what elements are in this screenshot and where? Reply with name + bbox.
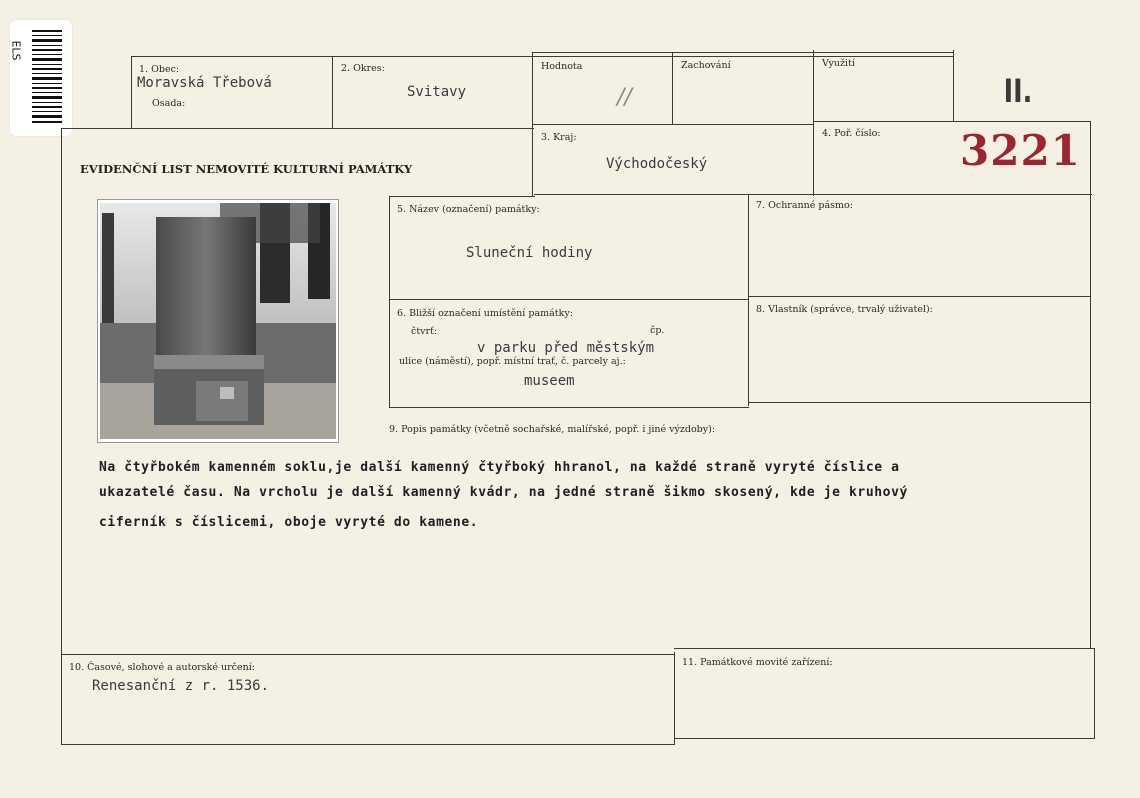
rule xyxy=(61,744,675,745)
barcode-sticker xyxy=(10,20,72,136)
rule xyxy=(131,56,954,57)
form-title: EVIDENČNÍ LIST NEMOVITÉ KULTURNÍ PAMÁTKY xyxy=(80,162,413,176)
rule xyxy=(389,196,535,197)
rule xyxy=(62,128,534,129)
rule xyxy=(389,299,749,300)
obec-label: 1. Obec: xyxy=(139,64,180,75)
monument-photo xyxy=(97,199,339,443)
rule xyxy=(61,654,675,655)
pasmo-label: 7. Ochranné pásmo: xyxy=(756,200,853,211)
rule xyxy=(389,196,390,408)
rule xyxy=(534,194,1092,195)
kraj-value: Východočeský xyxy=(606,156,708,172)
popis-line: ciferník s číslicemi, oboje vyryté do kamene. xyxy=(99,515,479,530)
kraj-label: 3. Kraj: xyxy=(541,132,577,143)
rule xyxy=(1090,121,1091,649)
obec-value: Moravská Třebová xyxy=(137,75,272,91)
rule xyxy=(748,296,1091,297)
popis-label: 9. Popis památky (včetně sochařské, malířské, popř. i jiné výzdoby): xyxy=(389,424,716,435)
rule xyxy=(674,738,1095,739)
osada-label: Osada: xyxy=(152,98,186,109)
zachovani-label: Zachování xyxy=(681,60,731,71)
rule xyxy=(389,407,749,408)
rule xyxy=(532,52,954,53)
rule xyxy=(674,648,1095,649)
umisteni-value-line2: museem xyxy=(524,373,575,389)
cp-label: čp. xyxy=(650,325,665,336)
rule xyxy=(674,652,675,744)
por-cislo-value: 3221 xyxy=(960,126,1081,175)
umisteni-label: 6. Bližší označení umístění památky: xyxy=(397,308,573,319)
nazev-value: Sluneční hodiny xyxy=(466,245,593,261)
okres-value: Svitavy xyxy=(407,84,467,100)
ulice-label: ulice (náměstí), popř. místní trať, č. parcely aj.: xyxy=(399,356,626,367)
rule xyxy=(748,402,1091,403)
rule xyxy=(953,50,954,122)
rule xyxy=(813,121,1091,122)
urceni-value: Renesanční z r. 1536. xyxy=(92,678,270,694)
rule xyxy=(672,52,673,124)
category-mark: II. xyxy=(1003,72,1033,110)
rule xyxy=(813,50,814,196)
barcode xyxy=(32,28,62,128)
rule xyxy=(61,128,62,745)
umisteni-value-line1: v parku před městským xyxy=(477,340,655,356)
rule xyxy=(532,124,814,125)
zarizeni-label: 11. Památkové movité zařízení: xyxy=(682,657,833,668)
sticker-label: ELS xyxy=(9,40,23,61)
hodnota-label: Hodnota xyxy=(541,61,583,72)
popis-line: Na čtyřbokém kamenném soklu,je další kamenný čtyřboký hhranol, na každé straně vyryté číslice a xyxy=(99,460,900,475)
vlastnik-label: 8. Vlastník (správce, trvalý uživatel): xyxy=(756,304,933,315)
nazev-label: 5. Název (označení) památky: xyxy=(397,204,540,215)
ctvrt-label: čtvrť: xyxy=(411,326,438,337)
rule xyxy=(748,194,749,406)
rule xyxy=(1094,648,1095,738)
urceni-label: 10. Časové, slohové a autorské určení: xyxy=(69,662,255,673)
por-cislo-label: 4. Poř. číslo: xyxy=(822,128,881,139)
rule xyxy=(131,56,132,128)
popis-line: ukazatelé času. Na vrcholu je další kamenný kvádr, na jedné straně šikmo skosený, kde je kruhový xyxy=(99,485,908,500)
hodnota-value: // xyxy=(617,85,632,110)
okres-label: 2. Okres: xyxy=(341,63,385,74)
vyuziti-label: Využití xyxy=(822,58,855,69)
rule xyxy=(332,56,333,128)
sundial-photo-image xyxy=(100,203,336,439)
